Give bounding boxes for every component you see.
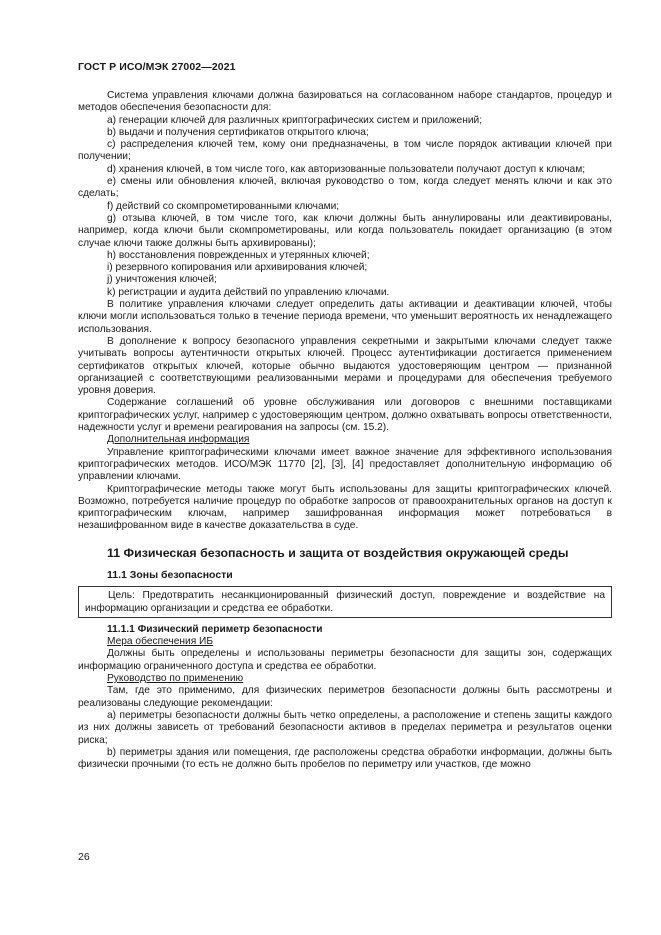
list-item: e) смены или обновления ключей, включая руководство о том, когда следует менять ключи и как это сделать; [78, 176, 612, 200]
paragraph: Там, где это применимо, для физических периметров безопасности должны быть рассмотрены и реализованы следующие рекомендации: [78, 685, 612, 709]
page-body [78, 90, 612, 771]
list-item: f) действий со скомпрометированными ключами; [107, 200, 340, 212]
additional-info-heading: Дополнительная информация [107, 434, 250, 446]
measure-text: Должны быть определены и использованы периметры безопасности для защиты зон, содержащих информацию ограниченного доступа и средства ее обработки. [78, 648, 612, 672]
list-item: g) отзыва ключей, в том числе того, как ключи должны быть аннулированы или деактивированы, например, когда ключи были скомпрометированы, или когда пользователь покидает организацию (в этом случае ключи также должны быть архивированы); [78, 212, 612, 249]
list-item: a) генерации ключей для различных криптографических систем и приложений; [107, 114, 483, 126]
paragraph: Содержание соглашений об уровне обслуживания или договоров с внешними поставщиками криптографических услуг, например с удостоверяющим центром, должно охватывать вопросы ответственности, надежности услуг и времени реагирования на запросы (см. 15.2). [78, 397, 612, 434]
list-item: h) восстановления поврежденных и утерянных ключей; [107, 249, 370, 261]
goal-text: Цель: Предотвратить несанкционированный физический доступ, повреждение и воздействие на информацию организации и средства ее обработки. [85, 590, 605, 614]
section-title: 11 Физическая безопасность и защита от воздействия окружающей среды [107, 545, 569, 560]
document-header: ГОСТ Р ИСО/МЭК 27002—2021 [78, 61, 236, 73]
paragraph: В политике управления ключами следует определить даты активации и деактивации ключей, чтобы ключи могли использоваться только в течение периода времени, что уменьшит вероятность их ненадлежащего использования. [78, 299, 612, 335]
paragraph: Управление криптографическими ключами имеет важное значение для эффективного использования криптографических методов. ИСО/МЭК 11770 [2], [3], [4] предоставляет дополнительную информацию об управлении ключами. [78, 446, 612, 483]
list-item: b) периметры здания или помещения, где расположены средства обработки информации, должны быть физически прочными (то есть не должно быть пробелов по периметру или участков, где можно [78, 746, 612, 771]
subsubsection-title: 11.1.1 Физический периметр безопасности [107, 623, 323, 635]
list-item: c) распределения ключей тем, кому они предназначены, в том числе порядок активации ключей при получении; [78, 139, 612, 163]
guidance-heading: Руководство по применению [107, 673, 244, 685]
paragraph: Система управления ключами должна базироваться на согласованном наборе стандартов, процедур и методов обеспечения безопасности для: [78, 90, 612, 114]
list-item: k) регистрации и аудита действий по управлению ключами. [107, 286, 390, 298]
list-item: a) периметры безопасности должны быть четко определены, а расположение и степень защиты каждого из них должны зависеть от требований безопасности активов в пределах периметра и результатов оценки риска; [78, 709, 612, 746]
list-item: i) резервного копирования или архивирования ключей; [107, 262, 368, 274]
list-item: j) уничтожения ключей; [107, 274, 217, 286]
goal-box [78, 586, 612, 618]
page-number: 26 [78, 851, 90, 863]
paragraph: Криптографические методы также могут быть использованы для защиты криптографических ключей. Возможно, потребуется наличие процедур по обработке запросов от правоохранительных органов на доступ к криптографическим ключам, например зашифрованная информация может потребоваться в незашифрованном виде в качестве доказательства в суде. [78, 483, 612, 532]
measure-heading: Мера обеспечения ИБ [107, 636, 214, 648]
paragraph: В дополнение к вопросу безопасного управления секретными и закрытыми ключами следует также учитывать вопросы аутентичности открытых ключей. Процесс аутентификации достигается применением сертификатов открытых ключей, которые обычно выдаются удостоверяющим центром — признанной организацией с соответствующими реализованными мерами и процедурами для обеспечения требуемого уровня доверия. [78, 335, 612, 397]
subsection-title: 11.1 Зоны безопасности [107, 568, 233, 581]
list-item: d) хранения ключей, в том числе того, как авторизованные пользователи получают доступ к ключам; [107, 163, 586, 175]
list-item: b) выдачи и получения сертификатов открытого ключа; [107, 126, 369, 138]
